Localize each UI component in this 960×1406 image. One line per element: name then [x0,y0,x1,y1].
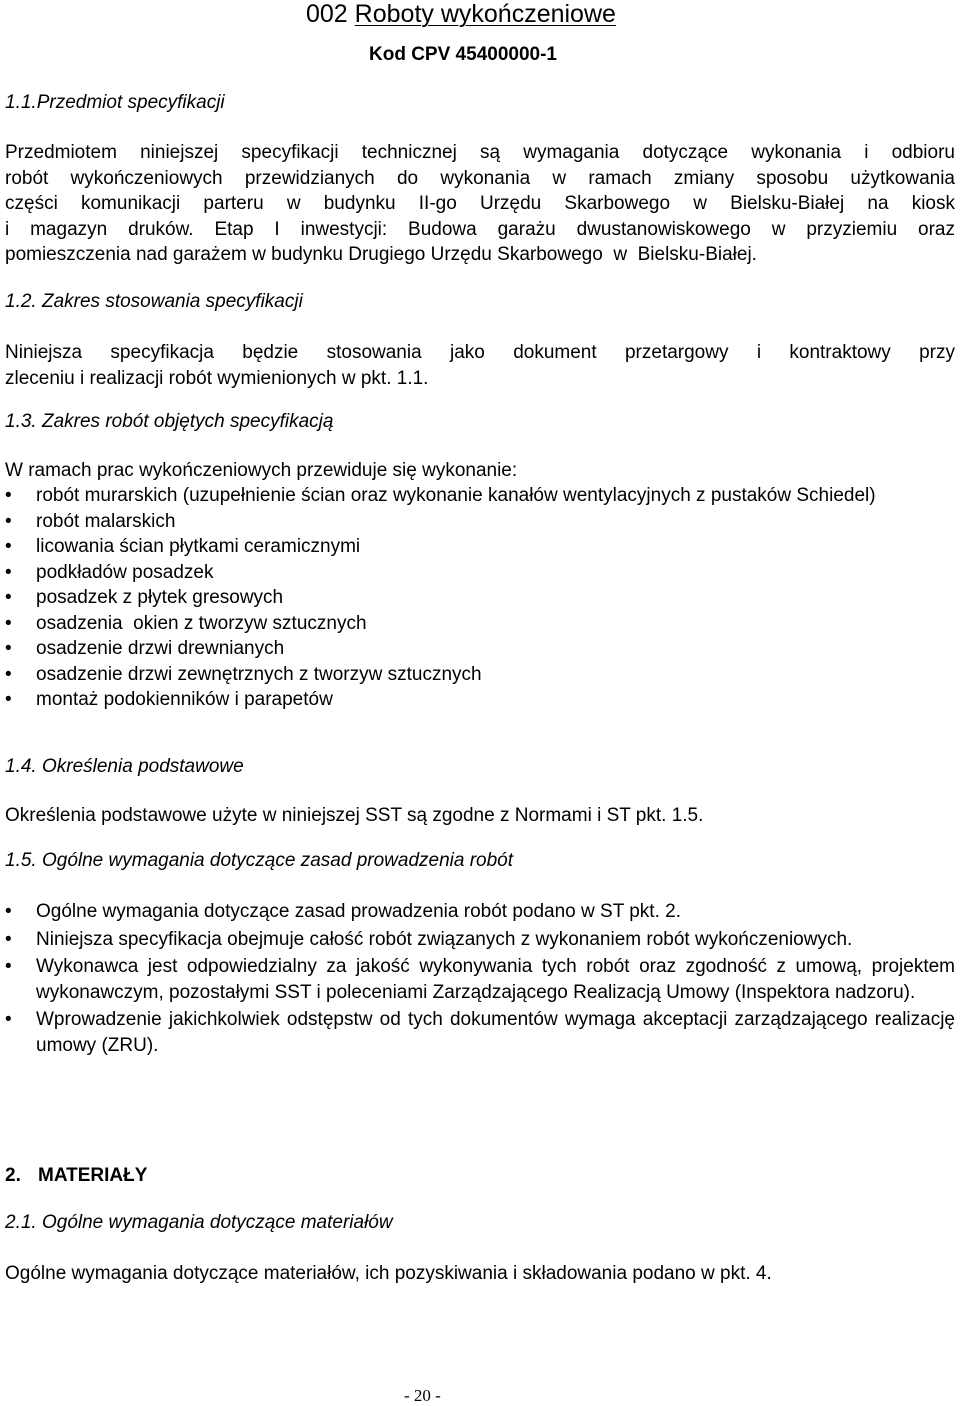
list-item: • montaż podokienników i parapetów [0,687,955,713]
chapter-2-heading [5,1165,147,1187]
paragraph-1-2 [5,340,955,391]
list-item: • robót murarskich (uzupełnienie ścian oraz wykonanie kanałów wentylacyjnych z pustaków Schiedel) [0,483,955,509]
paragraph-1-4: Określenia podstawowe użyte w niniejszej SST są zgodne z Normami i ST pkt. 1.5. [5,805,704,826]
list-item: • Wprowadzenie jakichkolwiek odstępstw od tych dokumentów wymaga akceptacji zarządzającego realizację umowy (ZRU). [5,1009,955,1056]
list-item: • licowania ścian płytkami ceramicznymi [0,534,955,560]
spec-title: Roboty wykończeniowe [354,0,616,28]
works-list [0,483,955,713]
document-title [306,0,616,29]
paragraph-line: części komunikacji parteru w budynku II-go Urzędu Skarbowego w Bielsku-Białej na kiosk [5,193,955,214]
bullet-icon: • [5,638,12,659]
paragraph-line: i magazyn druków. Etap I inwestycji: Budowa garażu dwustanowiskowego w przyziemiu oraz [5,218,955,240]
page-number: - 20 - [404,1386,441,1405]
paragraph-line: pomieszczenia nad garażem w budynku Drugiego Urzędu Skarbowego w Bielsku-Białej. [5,244,757,265]
list-item: • osadzenia okien z tworzyw sztucznych [0,611,955,637]
list-item: • osadzenie drzwi drewnianych [0,636,955,662]
bullet-icon: • [5,485,12,506]
heading-1-5: 1.5. Ogólne wymagania dotyczące zasad prowadzenia robót [5,850,514,871]
bullet-icon: • [5,956,12,977]
list-item: • robót malarskich [0,509,955,535]
heading-1-4: 1.4. Określenia podstawowe [5,756,244,777]
bullet-icon: • [5,561,12,583]
paragraph-line: Przedmiotem niniejszej specyfikacji technicznej są wymagania dotyczące wykonania i odbioru [5,142,955,163]
list-item: • posadzek z płytek gresowych [0,585,955,611]
cpv-code: Kod CPV 45400000-1 [369,44,557,65]
paragraph-1-1 [5,140,955,268]
heading-1-3: 1.3. Zakres robót objętych specyfikacją [5,411,334,432]
bullet-icon: • [5,663,12,685]
heading-1-1: 1.1.Przedmiot specyfikacji [5,92,225,113]
bullet-icon: • [5,1009,12,1030]
chapter-title: MATERIAŁY [38,1165,148,1186]
list-item: • osadzenie drzwi zewnętrznych z tworzyw sztucznych [0,662,955,688]
list-item: • podkładów posadzek [0,560,955,586]
heading-2-1: 2.1. Ogólne wymagania dotyczące materiałów [5,1212,393,1233]
list-item: • Ogólne wymagania dotyczące zasad prowadzenia robót podano w ST pkt. 2. [0,899,955,925]
bullet-icon: • [5,901,12,922]
requirements-list [0,899,955,1060]
bullet-icon: • [5,928,12,950]
bullet-icon: • [5,510,12,532]
heading-1-2: 1.2. Zakres stosowania specyfikacji [5,291,303,312]
paragraph-line: robót wykończeniowych przewidzianych do wykonania w ramach zmiany sposobu użytkowania [5,167,955,189]
bullet-icon: • [5,587,12,608]
paragraph-2-1: Ogólne wymagania dotyczące materiałów, ich pozyskiwania i składowania podano w pkt. 4. [5,1263,772,1284]
spec-code: 002 [306,0,348,28]
bullet-icon: • [5,536,12,557]
list-item: • Niniejsza specyfikacja obejmuje całość robót związanych z wykonaniem robót wykończeniowych. [0,927,955,953]
paragraph-line: zleceniu i realizacji robót wymienionych w pkt. 1.1. [5,367,429,389]
bullet-icon: • [5,689,12,710]
list-item: • Wykonawca jest odpowiedzialny za jakość wykonywania tych robót oraz zgodność z umową, projektem wykonawczym, pozostałymi SST i poleceniami Zarządzającego Realizacją Umowy (Inspektora nadzoru). [5,956,955,1003]
paragraph-line: Niniejsza specyfikacja będzie stosowania jako dokument przetargowy i kontraktowy przy [5,342,955,363]
bullet-icon: • [5,612,12,634]
chapter-number: 2. [5,1165,21,1186]
intro-1-3: W ramach prac wykończeniowych przewiduje się wykonanie: [5,460,518,481]
